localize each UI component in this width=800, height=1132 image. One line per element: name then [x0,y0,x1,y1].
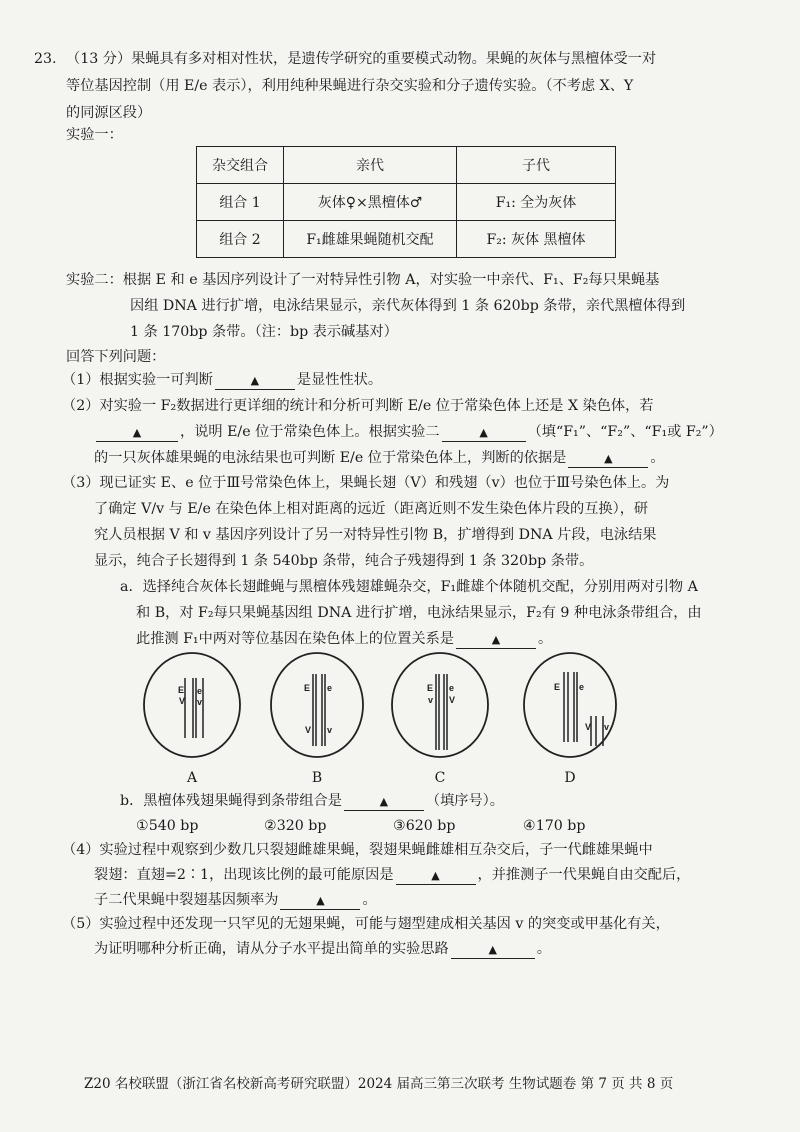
cell-diagram-b [271,653,363,757]
q3-text: b．黑檀体残翅果蝇得到条带组合是 [120,793,342,809]
svg-text:v: v [604,722,610,732]
option-3: ③620 bp [393,818,456,834]
q2-text: （填“F₁”、“F₂”、“F₁或 F₂”） [527,424,723,440]
q4-line-3 [94,890,377,910]
q2-text: ，说明 E/e 位于常染色体上。根据实验二 [180,424,440,440]
q4-line-2 [94,865,690,885]
intro-line-2: 等位基因控制（用 E/e 表示），利用纯种果蝇进行杂交实验和分子遗传实验。（不考虑 X、Y [66,78,634,94]
table-cell: F₁: 全为灰体 [457,184,616,221]
q3-a-line-1: a．选择纯合灰体长翅雌蝇与黑檀体残翅雄蝇杂交，F₁雌雄个体随机交配，分别用两对引物 A [120,579,698,595]
page-footer: Z20 名校联盟（浙江省名校新高考研究联盟）2024 届高三第三次联考 生物试题卷 第 7 页 共 8 页 [84,1076,674,1092]
svg-text:e: e [197,686,203,696]
figure-label-a: A [186,770,198,786]
svg-text:v: v [197,697,203,707]
q3-a-line-2: 和 B，对 F₂每只果蝇基因组 DNA 进行扩增，电泳结果显示，F₂有 9 种电泳条带组合，由 [136,605,702,621]
q5-text: 。 [536,941,551,957]
q3-text: 此推测 F₁中两对等位基因在染色体上的位置关系是 [136,631,454,647]
cell-diagram-a [144,653,240,757]
svg-text:V: V [585,722,592,732]
answer-blank[interactable]: ▲ [96,425,178,442]
cross-table [196,146,616,258]
answer-blank[interactable]: ▲ [451,942,535,959]
table-header-row [197,147,616,184]
answer-blank[interactable]: ▲ [456,632,536,649]
svg-text:V: V [305,725,312,735]
experiment-2-line-1: 实验二：根据 E 和 e 基因序列设计了一对特异性引物 A，对实验一中亲代、F₁、F₂每只果蝇基 [66,272,660,288]
table-row [197,184,616,221]
svg-text:E: E [554,682,561,692]
svg-text:e: e [579,682,585,692]
q5-line-1: （5）实验过程中还发现一只罕见的无翅果蝇，可能与翅型建成相关基因 v 的突变或甲基化有关， [62,916,670,932]
table-header: 亲代 [284,147,457,184]
q4-text: 子二代果蝇中裂翅基因频率为 [94,892,279,908]
experiment-1-label: 实验一： [66,127,123,143]
q2-text: 。 [650,450,665,466]
svg-text:v: v [327,725,333,735]
q2-text: 的一只灰体雄果蝇的电泳结果也可判断 E/e 位于常染色体上，判断的依据是 [94,450,567,466]
chromosome-diagrams [140,650,640,765]
q3-b-line [120,791,504,811]
q1-text-b: 是显性性状。 [296,372,383,388]
option-4: ④170 bp [523,818,586,834]
figure-label-c: C [434,770,446,786]
table-cell: F₂: 灰体 黑檀体 [457,221,616,258]
q2-line-3 [94,448,665,468]
answer-blank[interactable]: ▲ [442,425,526,442]
table-header: 杂交组合 [197,147,284,184]
table-cell: 组合 2 [197,221,284,258]
experiment-2-line-2: 因组 DNA 进行扩增，电泳结果显示，亲代灰体得到 1 条 620bp 条带，亲代黑檀体得到 [130,298,686,314]
answer-blank[interactable]: ▲ [568,451,648,468]
svg-text:E: E [427,683,434,693]
svg-text:v: v [428,695,434,705]
svg-text:V: V [449,695,456,705]
table-row [197,221,616,258]
answer-blank[interactable]: ▲ [396,868,476,885]
figure-label-b: B [311,770,323,786]
figure-label-d: D [564,770,576,786]
q4-text: ，并推测子一代果蝇自由交配后， [477,867,691,883]
intro-line-1: （13 分）果蝇具有多对相对性状，是遗传学研究的重要模式动物。果蝇的灰体与黑檀体受一对 [66,51,657,67]
svg-text:V: V [179,696,186,706]
q5-text: 为证明哪种分析正确，请从分子水平提出简单的实验思路 [94,941,449,957]
table-header: 子代 [457,147,616,184]
q1-text-a: （1）根据实验一可判断 [62,372,213,388]
q4-line-1: （4）实验过程中观察到少数几只裂翅雌雄果蝇，裂翅果蝇雌雄相互杂交后，子一代雌雄果蝇中 [62,842,653,858]
svg-text:E: E [178,685,185,695]
q3-line-1: （3）现已证实 E、e 位于Ⅲ号常染色体上，果蝇长翅（V）和残翅（v）也位于Ⅲ号染色体上。为 [62,475,670,491]
q3-a-line-3 [136,629,552,649]
option-2: ②320 bp [264,818,327,834]
q2-line-2 [94,422,723,442]
experiment-2-line-3: 1 条 170bp 条带。（注：bp 表示碱基对） [130,324,398,340]
q3-line-3: 究人员根据 V 和 v 基因序列设计了另一对特异性引物 B，扩增得到 DNA 片段，电泳结果 [94,527,657,543]
answer-prompt: 回答下列问题： [66,349,166,365]
table-cell: F₁雌雄果蝇随机交配 [284,221,457,258]
option-1: ①540 bp [136,818,199,834]
table-cell: 灰体♀×黑檀体♂ [284,184,457,221]
answer-blank[interactable]: ▲ [280,893,360,910]
question-1 [62,370,382,390]
table-cell: 组合 1 [197,184,284,221]
answer-blank[interactable]: ▲ [215,373,295,390]
q3-line-2: 了确定 V/v 与 E/e 在染色体上相对距离的远近（距离近则不发生染色体片段的互换），研 [94,501,649,517]
q5-line-2 [94,939,551,959]
q4-text: 裂翅：直翅=2∶1，出现该比例的最可能原因是 [94,867,394,883]
q3-text: （填序号）。 [425,793,504,809]
q4-text: 。 [362,892,377,908]
svg-text:E: E [304,683,311,693]
svg-text:e: e [327,683,333,693]
cell-diagram-d [524,653,616,757]
q2-line-1: （2）对实验一 F₂数据进行更详细的统计和分析可判断 E/e 位于常染色体上还是 X 染色体，若 [62,398,654,414]
question-number: 23. [34,51,57,67]
q3-text: 。 [537,631,553,647]
q3-line-4: 显示，纯合子长翅得到 1 条 540bp 条带，纯合子残翅得到 1 条 320bp 条带。 [94,553,594,569]
intro-line-3: 的同源区段） [66,105,152,121]
cell-diagram-c [392,653,488,757]
svg-text:e: e [449,683,455,693]
answer-blank[interactable]: ▲ [344,794,424,811]
